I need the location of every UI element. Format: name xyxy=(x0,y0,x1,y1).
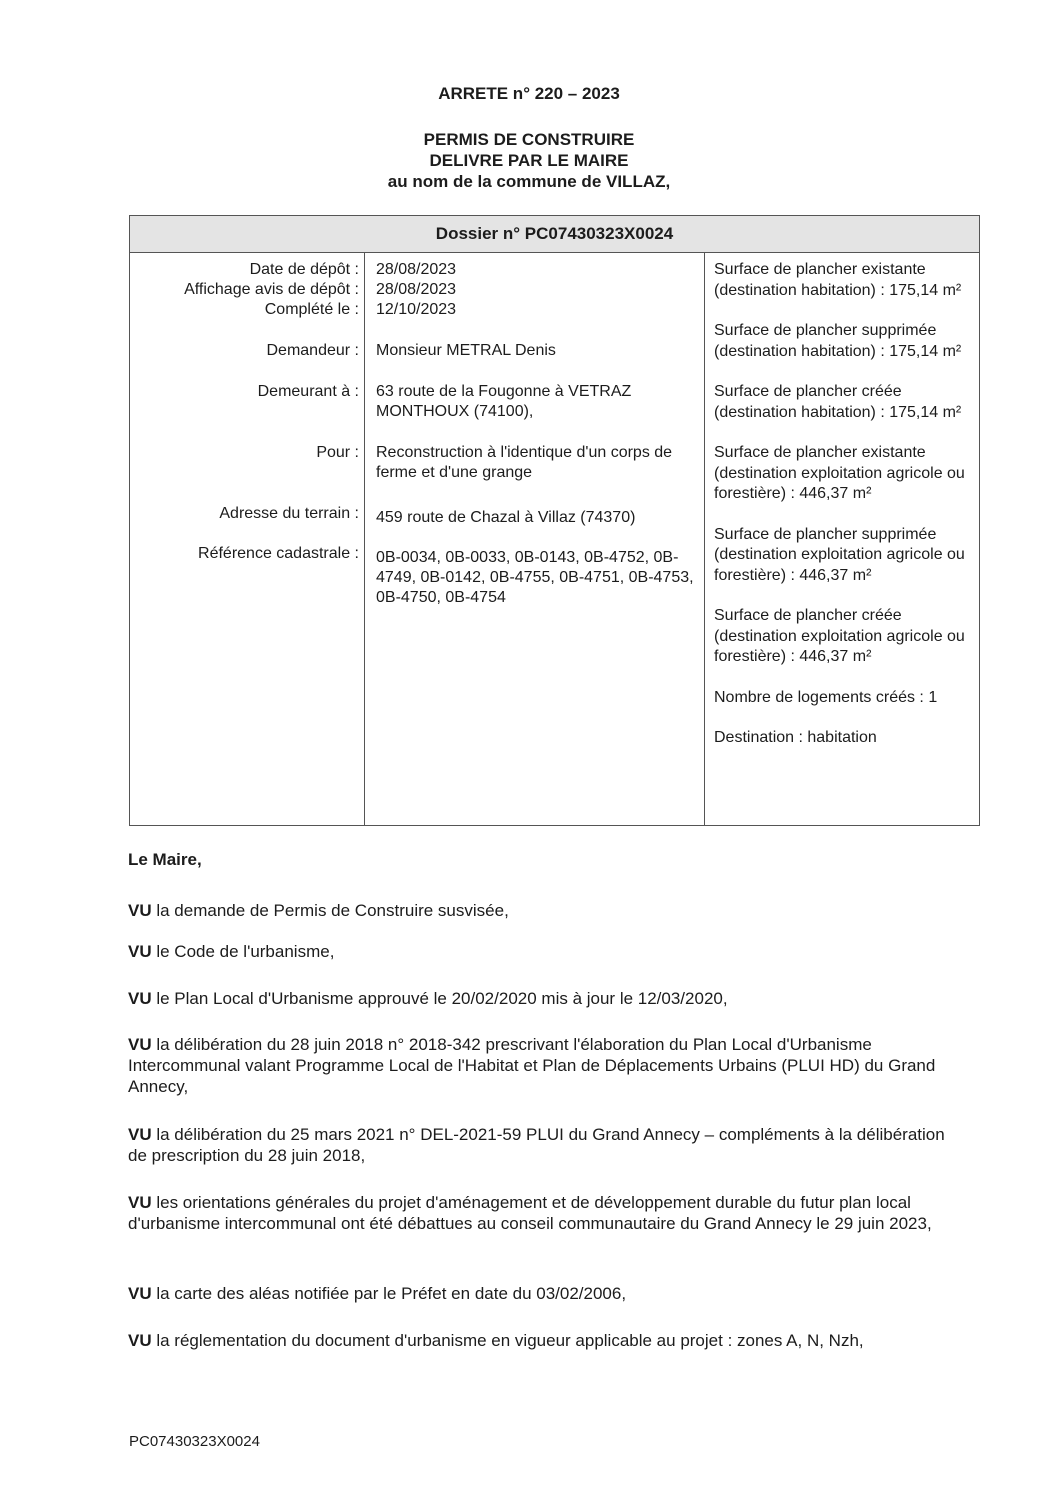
vu-text: le Plan Local d'Urbanisme approuvé le 20/02/2020 mis à jour le 12/03/2020, xyxy=(151,989,728,1008)
vu-keyword: VU xyxy=(128,901,152,920)
vu-item xyxy=(128,1034,948,1097)
surface-item: Destination : habitation xyxy=(714,729,877,746)
arrete-title: ARRETE n° 220 – 2023 xyxy=(438,84,620,103)
dossier-table xyxy=(129,215,980,826)
vu-keyword: VU xyxy=(128,942,152,961)
value-complete: 12/10/2023 xyxy=(376,301,457,318)
label-pour: Pour : xyxy=(316,444,359,461)
value-date-depot: 28/08/2023 xyxy=(376,261,457,278)
vu-text: la réglementation du document d'urbanisme en vigueur applicable au projet : zones A, N, Nzh, xyxy=(151,1331,864,1350)
vu-text: la carte des aléas notifiée par le Préfet en date du 03/02/2006, xyxy=(151,1284,627,1303)
vu-item xyxy=(128,1330,948,1351)
label-reference-cadastrale: Référence cadastrale : xyxy=(198,545,359,562)
value-adresse-terrain: 459 route de Chazal à Villaz (74370) xyxy=(376,509,636,526)
vu-keyword: VU xyxy=(128,1284,152,1303)
vu-keyword: VU xyxy=(128,1035,152,1054)
vu-keyword: VU xyxy=(128,1125,152,1144)
column-divider-2 xyxy=(704,253,705,825)
vu-text: le Code de l'urbanisme, xyxy=(151,942,335,961)
vu-text: la délibération du 28 juin 2018 n° 2018-342 prescrivant l'élaboration du Plan Local d'Urbanisme Intercommunal valant Programme Local de l'Habitat et Plan de Déplacements Urbains (PLUI HD) du Grand Annecy, xyxy=(128,1035,936,1096)
vu-item xyxy=(128,1124,948,1166)
vu-text: les orientations générales du projet d'aménagement et de développement durable du futur plan local d'urbanisme intercommunal ont été débattues au conseil communautaire du Grand Annecy le 29 juin 2023, xyxy=(128,1193,932,1233)
vu-keyword: VU xyxy=(128,1193,152,1212)
label-demeurant: Demeurant à : xyxy=(257,383,359,400)
column-divider-1 xyxy=(364,253,365,825)
vu-item xyxy=(128,1192,948,1234)
label-demandeur: Demandeur : xyxy=(266,342,359,359)
surface-item: Surface de plancher créée (destination habitation) : 175,14 m² xyxy=(714,383,962,421)
label-date-depot: Date de dépôt : xyxy=(249,261,359,278)
permis-line-1: PERMIS DE CONSTRUIRE xyxy=(423,130,635,149)
label-adresse-terrain: Adresse du terrain : xyxy=(219,505,359,522)
surface-item: Nombre de logements créés : 1 xyxy=(714,688,938,706)
surface-item: Surface de plancher supprimée (destination habitation) : 175,14 m² xyxy=(714,322,962,360)
vu-item xyxy=(128,988,948,1009)
permis-heading xyxy=(0,129,1058,192)
vu-text: la délibération du 25 mars 2021 n° DEL-2021-59 PLUI du Grand Annecy – compléments à la délibération de prescription du 28 juin 2018, xyxy=(128,1125,945,1165)
value-reference-cadastrale: 0B-0034, 0B-0033, 0B-0143, 0B-4752, 0B-4749, 0B-0142, 0B-4755, 0B-4751, 0B-4753, 0B-4750, 0B-4754 xyxy=(376,549,694,606)
vu-item xyxy=(128,941,948,962)
vu-keyword: VU xyxy=(128,1331,152,1350)
vu-keyword: VU xyxy=(128,989,152,1008)
vu-item xyxy=(128,1283,948,1304)
label-complete: Complété le : xyxy=(264,301,359,318)
value-demeurant: 63 route de la Fougonne à VETRAZ MONTHOUX (74100), xyxy=(376,383,632,420)
surface-item: Surface de plancher créée (destination exploitation agricole ou forestière) : 446,37 m² xyxy=(714,607,965,665)
surfaces-list xyxy=(714,260,976,769)
permis-line-3: au nom de la commune de VILLAZ, xyxy=(387,172,671,191)
surface-item: Surface de plancher existante (destination exploitation agricole ou forestière) : 446,37 m² xyxy=(714,444,965,502)
value-affichage: 28/08/2023 xyxy=(376,281,457,298)
le-maire-heading: Le Maire, xyxy=(128,850,202,869)
value-demandeur: Monsieur METRAL Denis xyxy=(376,342,556,359)
vu-item xyxy=(128,900,948,921)
permis-line-2: DELIVRE PAR LE MAIRE xyxy=(429,151,629,170)
vu-text: la demande de Permis de Construire susvisée, xyxy=(151,901,509,920)
dossier-title: Dossier n° PC07430323X0024 xyxy=(130,216,979,253)
footer-reference: PC07430323X0024 xyxy=(129,1433,260,1450)
label-affichage: Affichage avis de dépôt : xyxy=(184,281,359,298)
value-pour: Reconstruction à l'identique d'un corps de ferme et d'une grange xyxy=(376,444,673,481)
surface-item: Surface de plancher supprimée (destination exploitation agricole ou forestière) : 446,37 m² xyxy=(714,525,965,584)
surface-item: Surface de plancher existante (destination habitation) : 175,14 m² xyxy=(714,261,962,299)
